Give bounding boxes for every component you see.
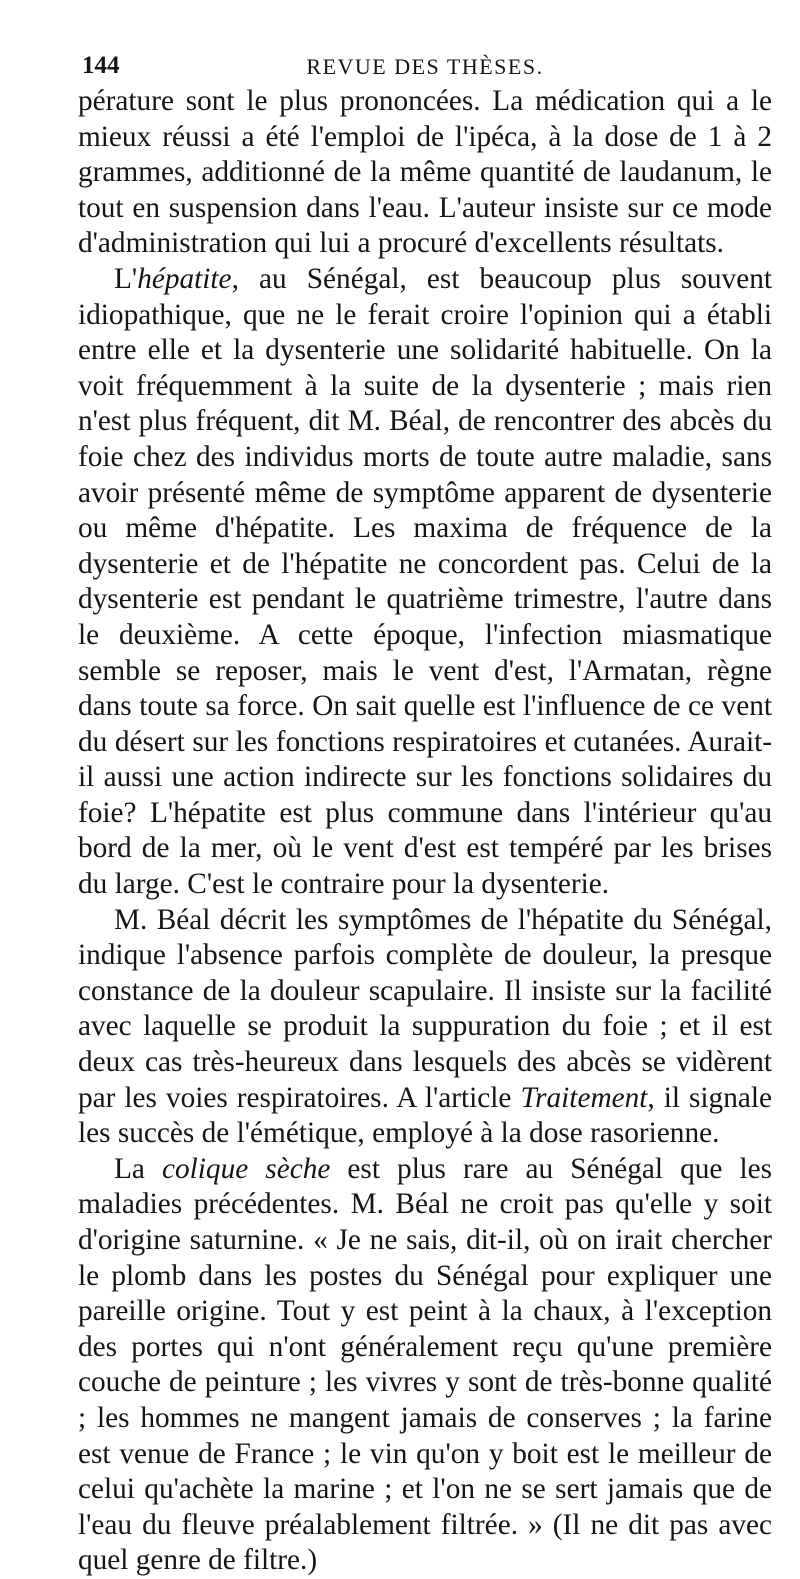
body-text: [78, 84, 772, 1579]
paragraph-text: L': [114, 262, 138, 295]
paragraph-text: pérature sont le plus prononcées. La médication qui a le mieux réussi a été l'emploi de l'ipéca, à la dose de 1 à 2 grammes, additionné de la même quantité de laudanum, le tout en suspension dans l'eau. L'auteur insiste sur ce mode d'administration qui lui a procuré d'excellents résultats.: [78, 85, 772, 260]
paragraph-colique: [78, 1152, 772, 1579]
paragraph-symptomes: [78, 903, 772, 1152]
term-hepatite: hépatite: [137, 262, 232, 295]
paragraph-1: [78, 84, 772, 262]
paragraph-text: est plus rare au Sénégal que les maladies précédentes. M. Béal ne croit pas qu'elle y soit d'origine saturnine. « Je ne sais, dit-il, où on irait chercher le plomb dans les postes du Sénégal pour expliquer une pareille origine. Tout y est peint à la chaux, à l'exception des portes qui n'ont généralement reçu qu'une première couche de peinture ; les vivres y sont de très-bonne qualité ; les hommes ne mangent jamais de conserves ; la farine est venue de France ; le vin qu'on y boit est le meilleur de celui qu'achète la marine ; et l'on ne se sert jamais que de l'eau du fleuve préalablement filtrée. » (Il ne dit pas avec quel genre de filtre.): [78, 1152, 772, 1577]
page-header: [78, 44, 772, 84]
running-head: REVUE DES THÈSES.: [306, 54, 544, 79]
paragraph-text: M. Béal décrit les symptômes de l'hépatite du Sénégal, indique l'absence parfois complète de douleur, la presque constance de la douleur scapulaire. Il insiste sur la facilité avec laquelle se produit la suppuration du foie ; et il est deux cas très-heureux dans lesquels des abcès se vidèrent par les voies respiratoires. A l'article: [78, 903, 772, 1114]
paragraph-text: La: [114, 1152, 162, 1185]
paragraph-hepatite: [78, 262, 772, 903]
term-colique-seche: colique sèche: [161, 1152, 331, 1185]
term-traitement: Traitement: [520, 1081, 648, 1114]
paragraph-text: , il signale les succès de l'émétique, employé à la dose rasorienne.: [78, 1081, 772, 1150]
page-number: 144: [82, 52, 120, 79]
document-page: [78, 44, 772, 1579]
paragraph-text: , au Sénégal, est beaucoup plus souvent idiopathique, que ne le ferait croire l'opinion qui a établi entre elle et la dysenterie une solidarité habituelle. On la voit fréquemment à la suite de la dysenterie ; mais rien n'est plus fréquent, dit M. Béal, de rencontrer des abcès du foie chez des individus morts de toute autre maladie, sans avoir présenté même de symptôme apparent de dysenterie ou même d'hépatite. Les maxima de fréquence de la dysenterie et de l'hépatite ne concordent pas. Celui de la dysenterie est pendant le quatrième trimestre, l'autre dans le deuxième. A cette époque, l'infection miasmatique semble se reposer, mais le vent d'est, l'Armatan, règne dans toute sa force. On sait quelle est l'influence de ce vent du désert sur les fonctions respiratoires et cutanées. Aurait-il aussi une action indirecte sur les fonctions solidaires du foie? L'hépatite est plus commune dans l'intérieur qu'au bord de la mer, où le vent d'est est tempéré par les brises du large. C'est le contraire pour la dysenterie.: [78, 262, 772, 901]
